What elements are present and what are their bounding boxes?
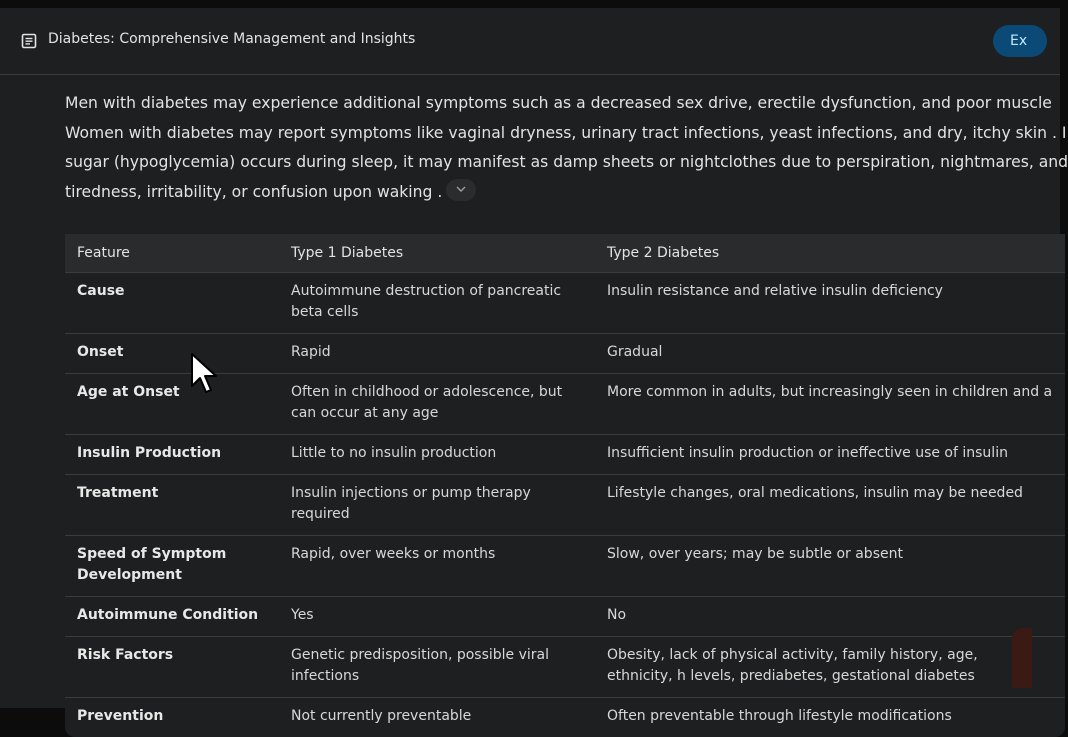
paragraph-line-text: tiredness, irritability, or confusion upon waking . xyxy=(65,183,442,201)
document-title: Diabetes: Comprehensive Management and Insights xyxy=(48,31,415,47)
table-row xyxy=(65,637,1065,698)
document-icon xyxy=(20,32,38,50)
type1-cell: Rapid xyxy=(279,334,595,374)
feature-cell: Age at Onset xyxy=(65,374,279,435)
table-row xyxy=(65,536,1065,597)
type2-cell: Obesity, lack of physical activity, family history, age, ethnicity, h levels, prediabetes, gestational diabetes xyxy=(595,637,1065,698)
column-header-type1: Type 1 Diabetes xyxy=(279,234,595,273)
type1-cell: Often in childhood or adolescence, but can occur at any age xyxy=(279,374,595,435)
table-row xyxy=(65,597,1065,637)
comparison-table xyxy=(65,234,1065,737)
type2-cell: Lifestyle changes, oral medications, insulin may be needed xyxy=(595,475,1065,536)
type2-cell: Slow, over years; may be subtle or absent xyxy=(595,536,1065,597)
table-row xyxy=(65,273,1065,334)
feature-cell: Insulin Production xyxy=(65,435,279,475)
type1-cell: Yes xyxy=(279,597,595,637)
type1-cell: Insulin injections or pump therapy required xyxy=(279,475,595,536)
column-header-feature: Feature xyxy=(65,234,279,273)
type2-cell: Insulin resistance and relative insulin deficiency xyxy=(595,273,1065,334)
type2-cell: No xyxy=(595,597,1065,637)
type2-cell: More common in adults, but increasingly seen in children and a xyxy=(595,374,1065,435)
paragraph-line xyxy=(65,178,1065,208)
column-header-type2: Type 2 Diabetes xyxy=(595,234,1065,273)
feature-cell: Autoimmune Condition xyxy=(65,597,279,637)
paragraph-line: sugar (hypoglycemia) occurs during sleep, it may manifest as damp sheets or nightclothes due to perspiration, nightmares, and xyxy=(65,148,1065,178)
symptoms-paragraph xyxy=(65,89,1065,207)
table-row xyxy=(65,698,1065,737)
type1-cell: Genetic predisposition, possible viral infections xyxy=(279,637,595,698)
type2-cell: Gradual xyxy=(595,334,1065,374)
mouse-cursor-icon xyxy=(190,352,220,396)
type1-cell: Rapid, over weeks or months xyxy=(279,536,595,597)
document-content[interactable] xyxy=(0,75,1060,708)
table-row xyxy=(65,475,1065,536)
feature-cell: Treatment xyxy=(65,475,279,536)
table-row xyxy=(65,435,1065,475)
type1-cell: Little to no insulin production xyxy=(279,435,595,475)
feature-cell: Speed of Symptom Development xyxy=(65,536,279,597)
paragraph-line: Women with diabetes may report symptoms like vaginal dryness, urinary tract infections, yeast infections, and dry, itchy skin . I xyxy=(65,119,1065,149)
feature-cell: Cause xyxy=(65,273,279,334)
export-button[interactable]: Ex xyxy=(993,25,1047,57)
type2-cell: Insufficient insulin production or ineffective use of insulin xyxy=(595,435,1065,475)
document-header xyxy=(0,8,1060,75)
type2-cell: Often preventable through lifestyle modifications xyxy=(595,698,1065,737)
feature-cell: Onset xyxy=(65,334,279,374)
type1-cell: Not currently preventable xyxy=(279,698,595,737)
chevron-down-icon xyxy=(456,186,466,192)
feature-cell: Prevention xyxy=(65,698,279,737)
paragraph-line: Men with diabetes may experience additional symptoms such as a decreased sex drive, erectile dysfunction, and poor muscle xyxy=(65,89,1065,119)
feature-cell: Risk Factors xyxy=(65,637,279,698)
type1-cell: Autoimmune destruction of pancreatic beta cells xyxy=(279,273,595,334)
table-header-row xyxy=(65,234,1065,273)
camera-overlay-edge xyxy=(1012,628,1032,688)
document-window xyxy=(0,8,1060,708)
expand-sources-button[interactable] xyxy=(446,179,476,201)
